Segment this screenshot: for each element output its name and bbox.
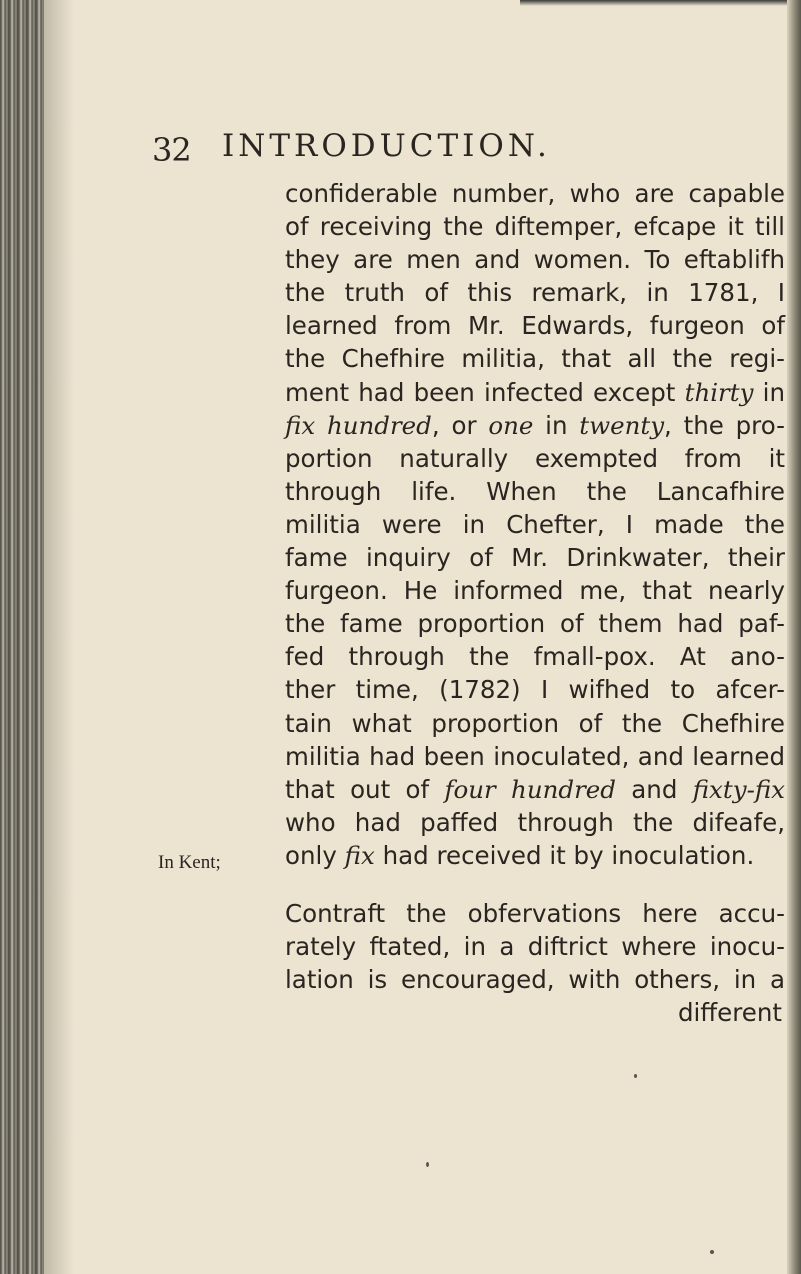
paper-speck	[634, 1074, 637, 1078]
text-run: militia were in Chefter, I made the	[285, 509, 785, 539]
italic-text: four hundred	[444, 774, 616, 804]
text-line	[285, 806, 785, 839]
paper-speck	[710, 1250, 714, 1254]
text-line	[285, 376, 785, 409]
text-run: ther time, (1782) I wifhed to afcer-	[285, 675, 785, 705]
text-line	[285, 574, 785, 607]
margin-note: In Kent;	[158, 852, 221, 873]
text-line	[285, 897, 785, 930]
gutter-shadow	[44, 0, 74, 1274]
text-run: portion naturally exempted from it	[285, 443, 785, 473]
text-run: ment had been infected except	[285, 377, 685, 407]
text-run: confiderable number, who are capable	[285, 179, 785, 208]
text-run: who had paffed through the difeafe,	[285, 807, 785, 837]
text-run: lation is encouraged, with others, in a	[285, 965, 785, 995]
text-line	[285, 707, 785, 740]
text-run: rately ftated, in a diftrict where inocu-	[285, 932, 785, 962]
body-text	[285, 177, 785, 1029]
italic-text: twenty	[579, 410, 665, 440]
text-line	[285, 309, 785, 342]
text-run: Contraft the obfervations here accu-	[285, 898, 785, 928]
text-line	[285, 740, 785, 773]
text-line	[285, 442, 785, 475]
text-line	[285, 177, 785, 210]
text-line	[285, 839, 785, 872]
text-line	[285, 673, 785, 706]
page-right-edge	[787, 0, 801, 1274]
paragraph-1	[285, 177, 785, 872]
italic-text: one	[488, 410, 534, 440]
catchword: different	[677, 998, 782, 1028]
text-run: , or	[431, 410, 489, 440]
text-run: fame inquiry of Mr. Drinkwater, their	[285, 543, 785, 573]
text-line	[285, 541, 785, 574]
text-run: tain what proportion of the Chefhire	[285, 708, 785, 738]
text-line	[285, 210, 785, 243]
text-run: had received it by inoculation.	[374, 840, 755, 870]
text-run: through life. When the Lancafhire	[285, 476, 785, 506]
text-run: the truth of this remark, in 1781, I	[285, 278, 785, 308]
text-run: that out of	[285, 774, 445, 804]
paper-speck	[426, 1162, 429, 1167]
text-line	[285, 640, 785, 673]
text-line	[285, 773, 785, 806]
text-line	[285, 607, 785, 640]
italic-text: fixty-fix	[692, 774, 786, 804]
text-line	[285, 930, 785, 963]
text-run: only	[285, 840, 345, 870]
text-run: in	[753, 377, 785, 407]
book-spine-edge	[0, 0, 44, 1274]
text-run: of receiving the diftemper, efcape it till	[285, 212, 785, 242]
text-run: learned from Mr. Edwards, furgeon of	[285, 311, 785, 341]
text-line	[285, 508, 785, 541]
text-run: furgeon. He informed me, that nearly	[285, 576, 785, 606]
text-run: in	[533, 410, 580, 440]
text-line	[285, 475, 785, 508]
text-line	[285, 342, 785, 375]
text-run: and	[615, 774, 693, 804]
text-line	[285, 243, 785, 276]
text-run: , the pro-	[664, 410, 785, 440]
text-line	[285, 409, 785, 442]
italic-text: thirty	[684, 377, 754, 407]
paragraph-2	[285, 897, 785, 996]
page-number: 32	[152, 131, 191, 169]
top-edge-shadow	[520, 0, 801, 6]
running-head: INTRODUCTION.	[222, 128, 551, 164]
text-run: fed through the fmall-pox. At ano-	[285, 642, 785, 672]
text-run: militia had been inoculated, and learned	[285, 741, 785, 771]
text-line	[285, 276, 785, 309]
text-run: they are men and women. To eftablifh	[285, 245, 785, 275]
italic-text: fix hundred	[285, 410, 432, 440]
text-line	[285, 963, 785, 996]
text-run: the fame proportion of them had paf-	[285, 609, 785, 639]
text-run: the Chefhire militia, that all the regi-	[285, 344, 785, 374]
italic-text: fix	[344, 840, 375, 870]
